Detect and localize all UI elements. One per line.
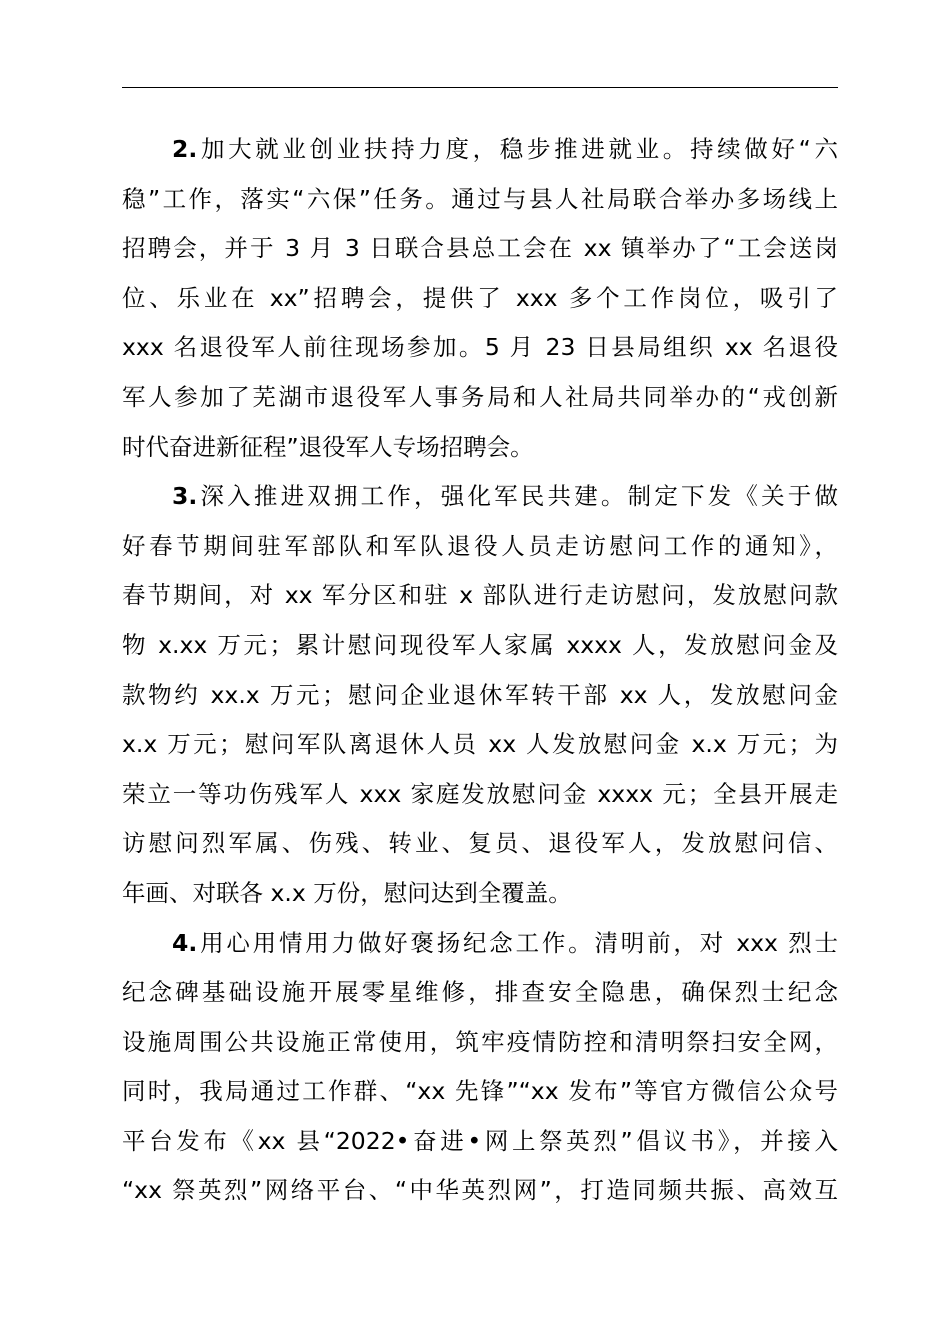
paragraph-line: 访慰问烈军属、伤残、转业、复员、退役军人，发放慰问信、	[122, 829, 838, 858]
paragraph-number: 3.	[172, 482, 198, 511]
paragraph-number: 2.	[172, 135, 198, 163]
paragraph-line: 平台发布《xx 县“2022•奋进•网上祭英烈”倡议书》，并接入	[122, 1126, 838, 1155]
paragraph-line: 物 x.xx 万元；累计慰问现役军人家属 xxxx 人，发放慰问金及	[122, 630, 838, 659]
paragraph-line: 2.加大就业创业扶持力度，稳步推进就业。持续做好“六	[172, 135, 838, 163]
paragraph-line: xxx 名退役军人前往现场参加。5 月 23 日县局组织 xx 名退役	[122, 333, 838, 362]
paragraph-line: 春节期间，对 xx 军分区和驻 x 部队进行走访慰问，发放慰问款	[122, 581, 838, 610]
paragraph-number: 4.	[172, 928, 198, 957]
paragraph-line: 位、乐业在 xx”招聘会，提供了 xxx 多个工作岗位，吸引了	[122, 283, 838, 312]
paragraph-line: 4.用心用情用力做好褒扬纪念工作。清明前，对 xxx 烈士	[172, 928, 838, 957]
paragraph-line: 款物约 xx.x 万元；慰问企业退休军转干部 xx 人，发放慰问金	[122, 680, 838, 709]
paragraph-line: 设施周围公共设施正常使用，筑牢疫情防控和清明祭扫安全网，	[122, 1027, 838, 1056]
paragraph-line: 年画、对联各 x.x 万份，慰问达到全覆盖。	[122, 878, 572, 907]
header-rule	[122, 87, 838, 88]
paragraph-3	[122, 472, 838, 918]
paragraph-4	[122, 919, 838, 1217]
paragraph-line: 军人参加了芜湖市退役军人事务局和人社局共同举办的“戎创新	[122, 382, 838, 411]
paragraph-line: 好春节期间驻军部队和军队退役人员走访慰问工作的通知》，	[122, 531, 838, 560]
paragraph-line: x.x 万元；慰问军队离退休人员 xx 人发放慰问金 x.x 万元；为	[122, 730, 838, 759]
paragraph-line: 荣立一等功伤残军人 xxx 家庭发放慰问金 xxxx 元；全县开展走	[122, 779, 838, 808]
paragraph-line: 同时，我局通过工作群、“xx 先锋”“xx 发布”等官方微信公众号	[122, 1077, 838, 1106]
document-body	[122, 125, 838, 1216]
paragraph-line: 招聘会，并于 3 月 3 日联合县总工会在 xx 镇举办了“工会送岗	[122, 234, 838, 263]
paragraph-line: 稳”工作，落实“六保”任务。通过与县人社局联合举办多场线上	[122, 184, 838, 213]
paragraph-line: 纪念碑基础设施开展零星维修，排查安全隐患，确保烈士纪念	[122, 978, 838, 1007]
paragraph-line: 时代奋进新征程”退役军人专场招聘会。	[122, 432, 534, 461]
paragraph-line: “xx 祭英烈”网络平台、“中华英烈网”，打造同频共振、高效互	[122, 1176, 838, 1205]
paragraph-2	[122, 125, 838, 472]
paragraph-line: 3.深入推进双拥工作，强化军民共建。制定下发《关于做	[172, 482, 838, 511]
